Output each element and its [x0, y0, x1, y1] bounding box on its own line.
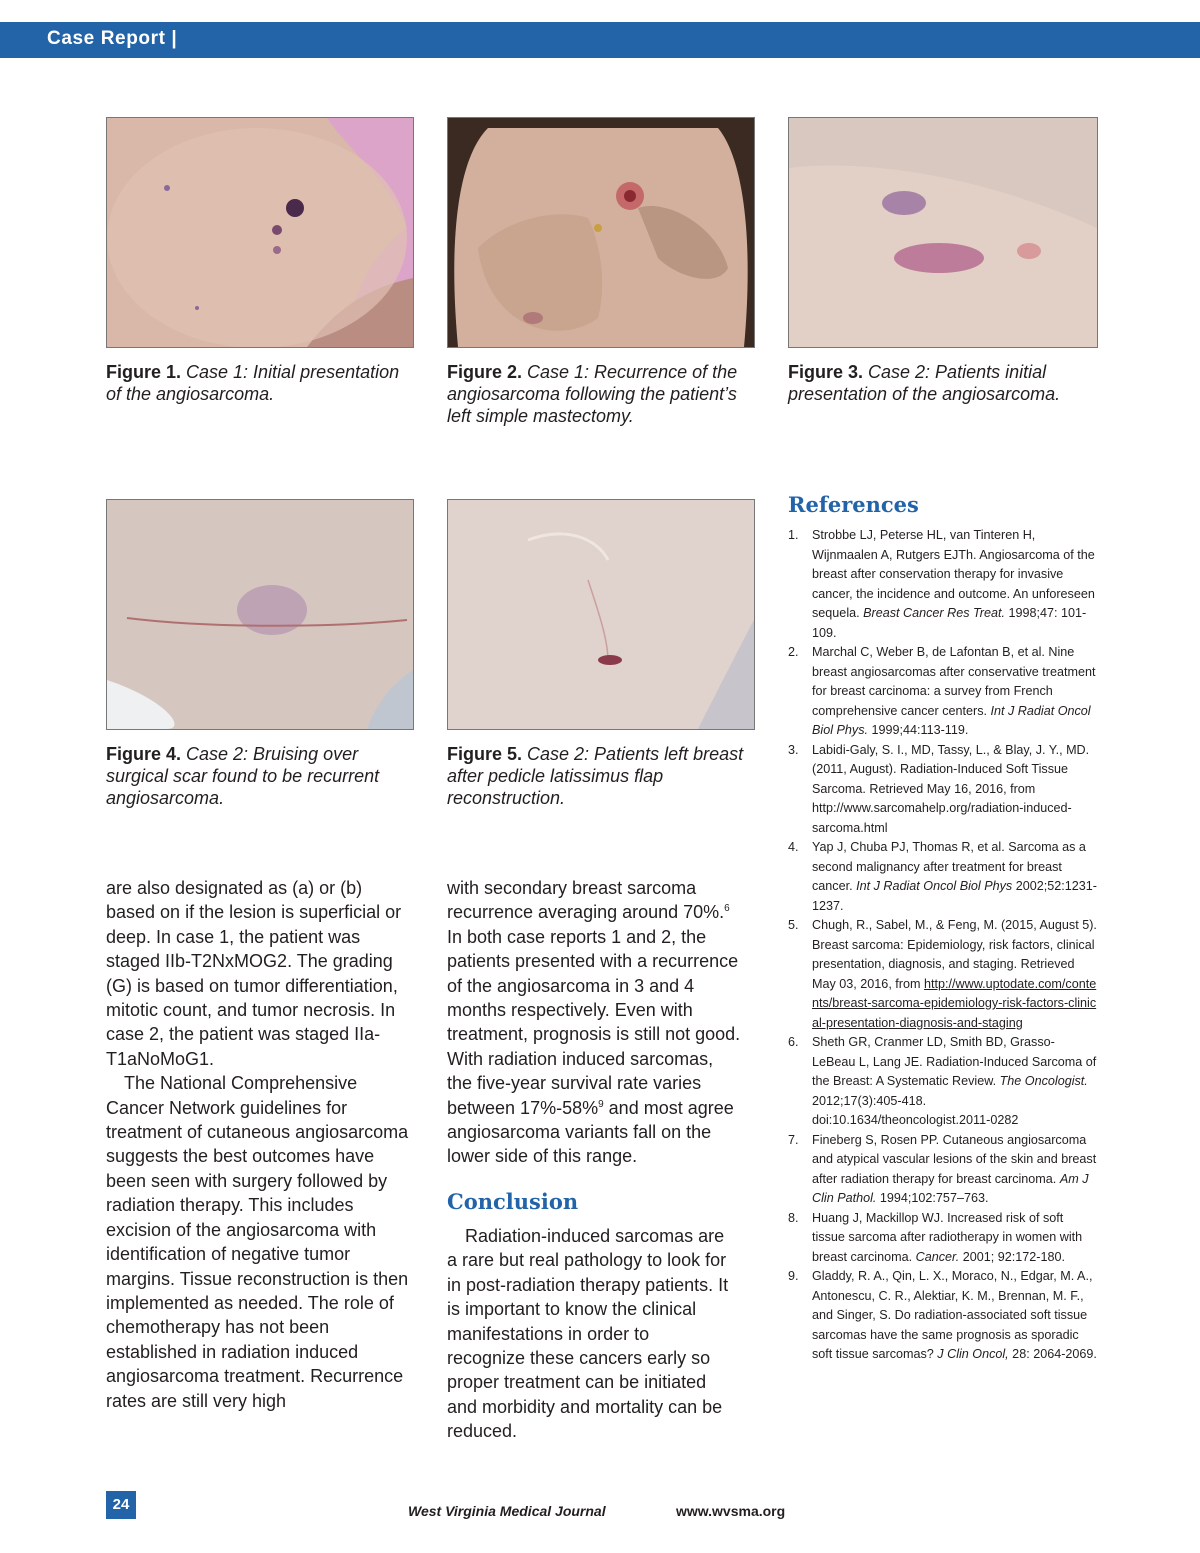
figure-1-photo: [106, 117, 414, 348]
figure-4-photo: [106, 499, 414, 730]
conclusion-paragraph: Radiation-induced sarcomas are a rare but real pathology to look for in post-radiation therapy patients. It is important to know the clinical manifestations in order to recognize these cancers early so proper treatment can be initiated and morbidity and mortality can be reduced.: [447, 1226, 729, 1442]
reference-text: 28: 2064-2069.: [1008, 1347, 1097, 1361]
reference-text: 2012;17(3):405-418. doi:10.1634/theoncologist.2011-0282: [812, 1093, 1019, 1127]
references-list: [788, 526, 1098, 1365]
reference-journal: Int J Radiat Oncol Biol Phys.: [812, 703, 1091, 737]
column-1-paragraph-2: The National Comprehensive Cancer Network guidelines for treatment of cutaneous angiosarcoma suggests the best outcomes have been seen with surgery followed by radiation therapy. This includes excision of the angiosarcoma with identification of negative tumor margins. Tissue reconstruction is then implemented as needed. The role of chemotherapy has not been established in radiation induced angiosarcoma treatment. Recurrence rates are still very high: [106, 1073, 409, 1411]
reference-number: 9.: [788, 1269, 799, 1283]
column-1-text: [106, 876, 416, 1413]
reference-text: Marchal C, Weber B, de Lafontan B, et al. Nine breast angiosarcomas after conservative treatment for breast carcinoma: a survey from French comprehensive cancer centers.: [812, 645, 1096, 718]
reference-link[interactable]: http://www.uptodate.com/contents/breast-sarcoma-epidemiology-risk-factors-clinical-presentation-diagnosis-and-staging: [812, 976, 1097, 1030]
figure-5-caption-text: Case 2: Patients left breast after pedicle latissimus flap reconstruction.: [447, 744, 744, 808]
figure-2-caption: [447, 361, 757, 427]
reference-text: Chugh, R., Sabel, M., & Feng, M. (2015, August 5). Breast sarcoma: Epidemiology, risk factors, clinical presentation, diagnosis, and staging. Retrieved May 03, 2016, from: [812, 918, 1097, 991]
reference-item: [788, 1033, 1098, 1131]
figure-3-caption: [788, 361, 1088, 405]
reference-journal: The Oncologist.: [999, 1074, 1088, 1088]
conclusion-heading: Conclusion: [447, 1189, 579, 1214]
figure-5-caption: [447, 743, 747, 809]
section-label: Case Report |: [47, 28, 178, 49]
section-header-bar: [0, 22, 1200, 58]
reference-item: [788, 916, 1098, 1033]
figure-3-caption-text: Case 2: Patients initial presentation of the angiosarcoma.: [788, 362, 1061, 404]
reference-number: 7.: [788, 1132, 799, 1147]
page-number: 24: [106, 1491, 136, 1519]
conclusion-text: [447, 1224, 732, 1444]
reference-item: [788, 1267, 1098, 1365]
figure-3-photo: [788, 117, 1098, 348]
reference-text: 1994;102:757–763.: [876, 1191, 989, 1205]
figure-4-label: Figure 4.: [106, 744, 182, 764]
figure-5-photo: [447, 499, 755, 730]
figure-1-caption: [106, 361, 416, 405]
figure-4-caption: [106, 743, 406, 809]
reference-item: [788, 1131, 1098, 1209]
reference-number: 5.: [788, 918, 799, 932]
reference-journal: J Clin Oncol,: [937, 1347, 1009, 1361]
reference-item: [788, 643, 1098, 741]
reference-journal: Breast Cancer Res Treat.: [863, 606, 1005, 620]
figure-1-label: Figure 1.: [106, 362, 182, 382]
reference-item: [788, 526, 1098, 643]
column-2-text: [447, 876, 742, 1169]
reference-number: 3.: [788, 742, 799, 757]
reference-text: Yap J, Chuba PJ, Thomas R, et al. Sarcoma as a second malignancy after treatment for breast cancer.: [812, 840, 1086, 893]
reference-text: Strobbe LJ, Peterse HL, van Tinteren H, Wijnmaalen A, Rutgers EJTh. Angiosarcoma of the breast after conservation therapy for invasive cancer, the incidence and outcome. An unforeseen sequela.: [812, 528, 1095, 620]
figure-2-label: Figure 2.: [447, 362, 523, 382]
references-heading: References: [788, 492, 919, 517]
reference-text: 2001; 92:172-180.: [959, 1249, 1065, 1264]
journal-name: West Virginia Medical Journal: [408, 1503, 606, 1519]
reference-journal: Am J Clin Pathol.: [812, 1171, 1089, 1205]
reference-text: Fineberg S, Rosen PP. Cutaneous angiosarcoma and atypical vascular lesions of the skin and breast after radiation therapy for breast carcinoma.: [812, 1132, 1097, 1186]
reference-text: 1999;44:113-119.: [868, 723, 969, 737]
column-2-text-a: with secondary breast sarcoma recurrence averaging around 70%.: [447, 878, 725, 923]
reference-item: [788, 1209, 1098, 1268]
citation-6: 6: [724, 903, 730, 915]
reference-journal: Cancer.: [915, 1249, 960, 1264]
reference-text: Huang J, Mackillop WJ. Increased risk of soft tissue sarcoma after radiotherapy in women with breast carcinoma.: [812, 1210, 1083, 1264]
reference-text: Gladdy, R. A., Qin, L. X., Moraco, N., Edgar, M. A., Antonescu, C. R., Alektiar, K. M., Brennan, M. F., and Singer, S. Do radiation-associated soft tissue sarcomas have the same prognosis as sporadic soft tissue sarcomas?: [812, 1269, 1093, 1361]
figure-4-caption-text: Case 2: Bruising over surgical scar found to be recurrent angiosarcoma.: [106, 744, 380, 808]
reference-number: 8.: [788, 1210, 799, 1225]
citation-9: 9: [598, 1098, 604, 1110]
reference-item: [788, 838, 1098, 916]
reference-number: 4.: [788, 840, 799, 854]
figure-2-photo: [447, 117, 755, 348]
reference-number: 1.: [788, 528, 799, 542]
reference-text: Sheth GR, Cranmer LD, Smith BD, Grasso-LeBeau L, Lang JE. Radiation-Induced Sarcoma of the Breast: A Systematic Review.: [812, 1035, 1097, 1088]
website-url[interactable]: www.wvsma.org: [676, 1503, 786, 1519]
figure-2-caption-text: Case 1: Recurrence of the angiosarcoma following the patient’s left simple mastectomy.: [447, 362, 738, 426]
reference-item: [788, 741, 1098, 839]
reference-journal: Int J Radiat Oncol Biol Phys: [856, 879, 1013, 893]
reference-text: Labidi-Galy, S. I., MD, Tassy, L., & Blay, J. Y., MD. (2011, August). Radiation-Induced Soft Tissue Sarcoma. Retrieved May 16, 2016, from http://www.sarcomahelp.org/radiation-induced-sarcoma.html: [812, 742, 1090, 835]
column-1-paragraph-1: are also designated as (a) or (b) based on if the lesion is superficial or deep. In case 1, the patient was staged IIb-T2NxMOG2. The grading (G) is based on tumor differentiation, mitotic count, and tumor necrosis. In case 2, the patient was staged IIa-T1aNoMoG1.: [106, 878, 402, 1069]
column-2-text-c: and most agree angiosarcoma variants fall on the lower side of this range.: [447, 1097, 734, 1167]
reference-number: 6.: [788, 1035, 799, 1049]
figure-1-caption-text: Case 1: Initial presentation of the angiosarcoma.: [106, 362, 400, 404]
figure-5-label: Figure 5.: [447, 744, 523, 764]
reference-number: 2.: [788, 645, 799, 659]
reference-text: 1998;47: 101-109.: [812, 606, 1087, 640]
column-2-paragraph-1: [447, 876, 742, 1169]
figure-3-label: Figure 3.: [788, 362, 864, 382]
reference-text: 2002;52:1231-1237.: [812, 879, 1097, 913]
column-2-text-b: In both case reports 1 and 2, the patients presented with a recurrence of the angiosarcoma in 3 and 4 months respectively. Even with treatment, prognosis is still not good. With radiation induced sarcomas, the five-year survival rate varies between 17%-58%: [447, 926, 741, 1118]
